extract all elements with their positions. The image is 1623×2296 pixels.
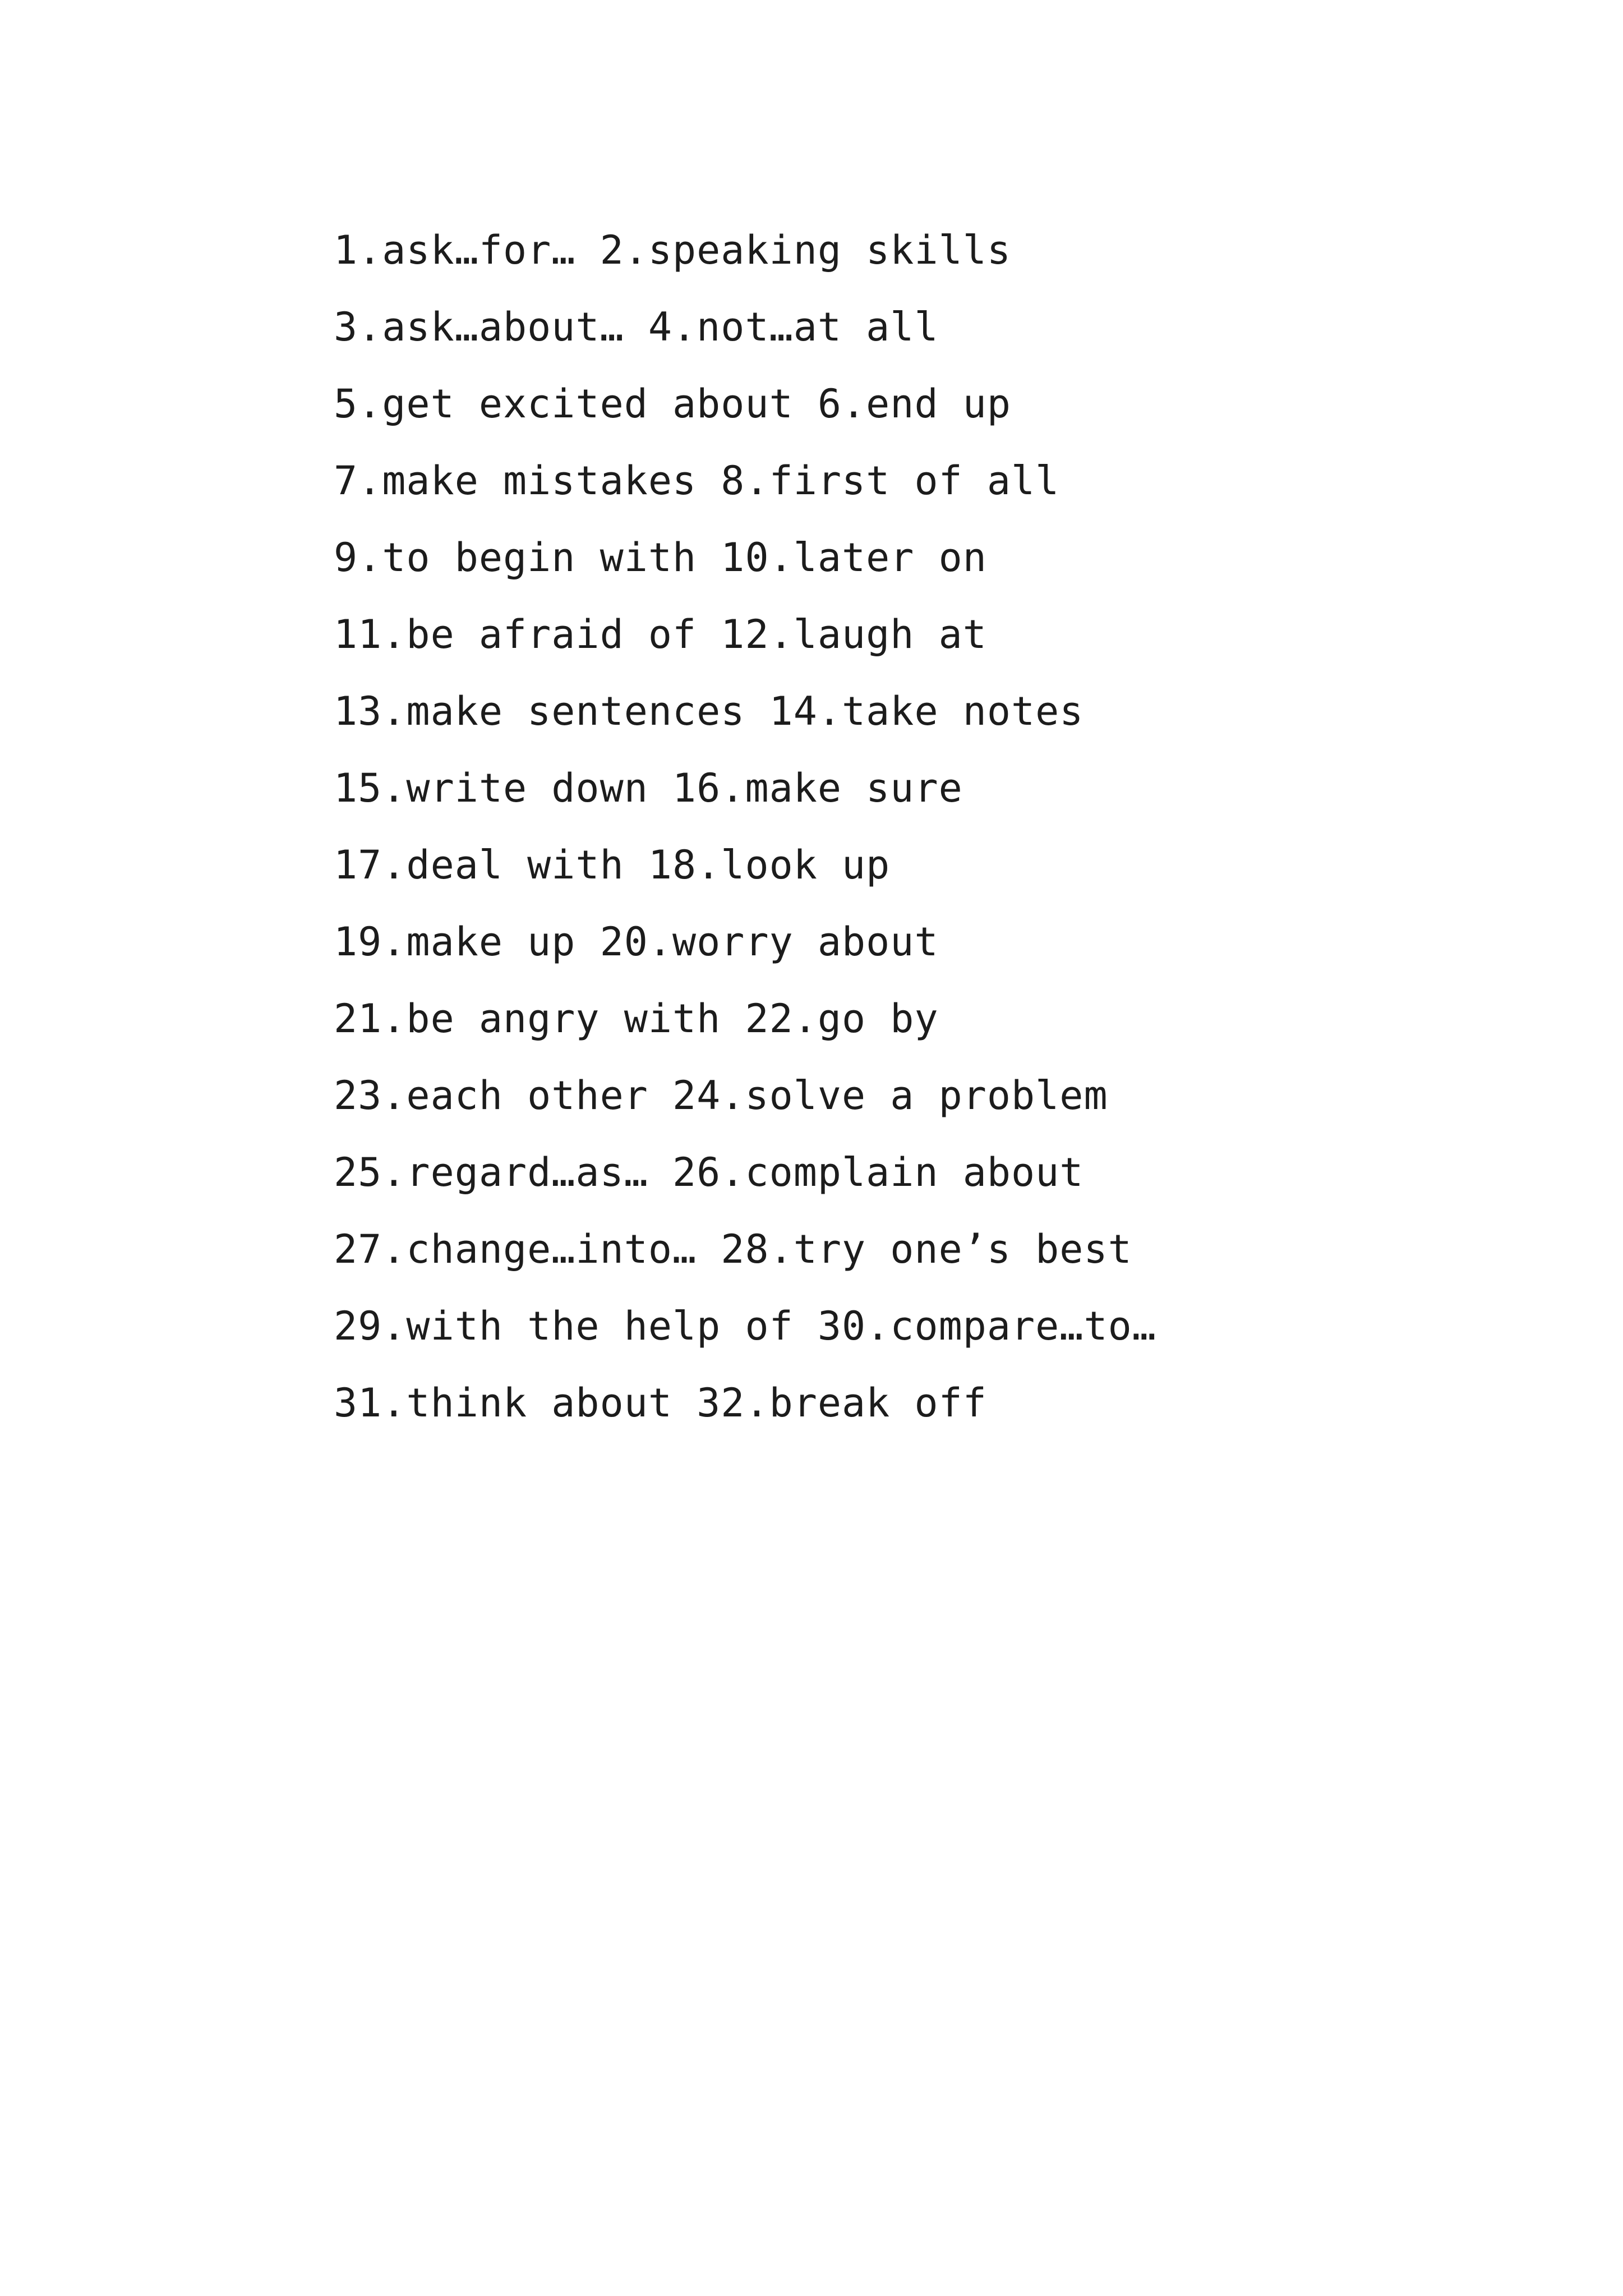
phrase-line: 23.each other 24.solve a problem [334, 1073, 1108, 1119]
phrase-line: 1.ask…for… 2.speaking skills [334, 227, 1012, 273]
phrase-line: 27.change…into… 28.try one’s best [334, 1226, 1132, 1272]
phrase-line: 25.regard…as… 26.complain about [334, 1149, 1084, 1195]
phrase-line: 3.ask…about… 4.not…at all [334, 304, 939, 350]
phrase-line: 9.to begin with 10.later on [334, 535, 987, 581]
phrase-line: 13.make sentences 14.take notes [334, 688, 1084, 734]
phrase-line: 11.be afraid of 12.laugh at [334, 611, 987, 657]
phrase-list [334, 212, 1539, 1442]
phrase-line: 5.get excited about 6.end up [334, 381, 1012, 427]
phrase-line: 19.make up 20.worry about [334, 919, 939, 965]
phrase-line: 15.write down 16.make sure [334, 765, 963, 811]
phrase-line: 21.be angry with 22.go by [334, 996, 939, 1042]
phrase-line: 7.make mistakes 8.first of all [334, 458, 1060, 504]
phrase-line: 31.think about 32.break off [334, 1380, 987, 1426]
phrase-line: 17.deal with 18.look up [334, 842, 891, 888]
phrase-line: 29.with the help of 30.compare…to… [334, 1303, 1156, 1349]
